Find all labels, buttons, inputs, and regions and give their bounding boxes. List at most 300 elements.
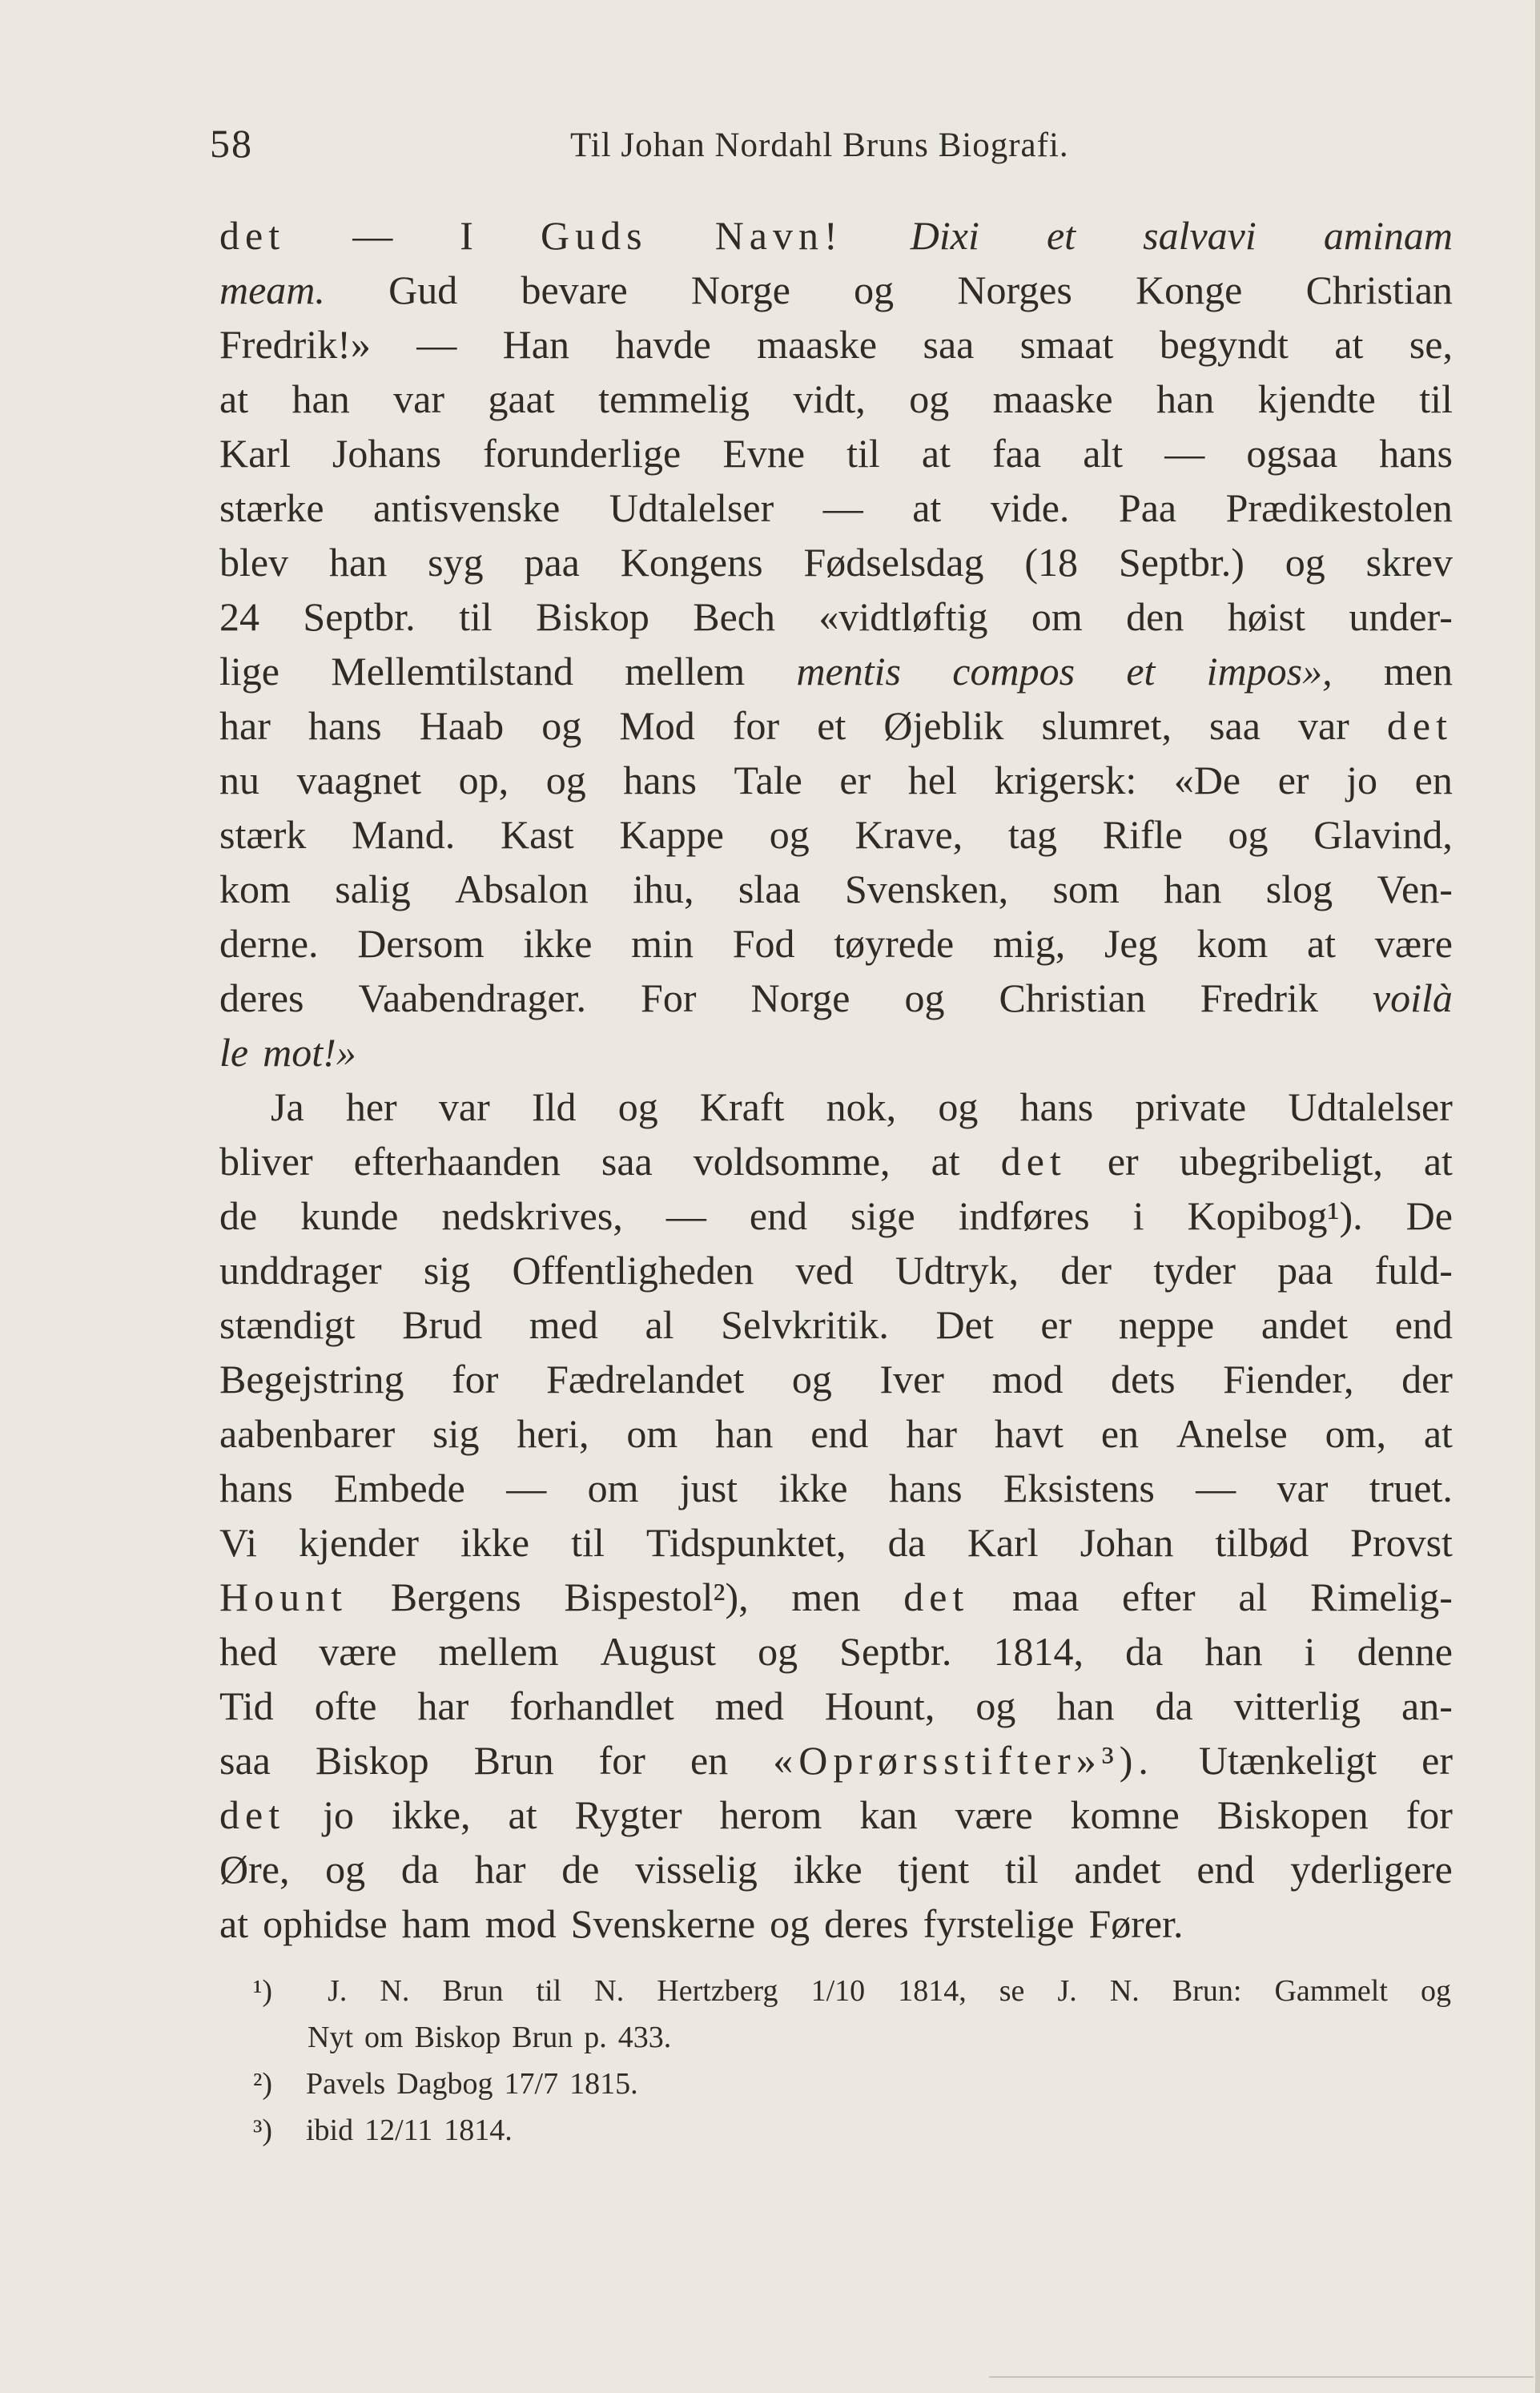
text-word: end: [749, 1193, 808, 1238]
text-word: Absalon: [455, 867, 589, 911]
text-word: med: [529, 1302, 598, 1347]
footnote-word: 433.: [617, 2021, 672, 2054]
text-word: se,: [1409, 322, 1453, 367]
text-word: Vaabendrager.: [358, 975, 587, 1020]
text-word: (18: [1024, 540, 1079, 585]
text-word: an-: [1401, 1683, 1453, 1728]
text-word: private: [1135, 1084, 1247, 1129]
text-word: var: [1277, 1466, 1329, 1510]
text-word: Biskop: [315, 1738, 429, 1783]
text-word: det: [903, 1575, 970, 1619]
text-word: han: [1156, 376, 1215, 421]
text-word: til: [571, 1520, 605, 1565]
text-word: sig: [432, 1411, 480, 1456]
text-word: og: [541, 703, 582, 748]
text-word: Navn!: [714, 213, 843, 258]
text-word: smaat: [1019, 322, 1114, 367]
text-word: Hount,: [824, 1683, 935, 1728]
text-word: sige: [850, 1193, 915, 1238]
text-line: [219, 263, 1453, 317]
text-word: vide.: [990, 485, 1070, 530]
text-word: til: [1004, 1847, 1039, 1892]
text-line: [219, 1515, 1453, 1570]
text-word: ofte: [314, 1683, 377, 1728]
text-word: og: [854, 267, 895, 312]
text-word: Rygter: [574, 1792, 682, 1837]
footnote-word: 1814,: [898, 1974, 967, 2008]
footnote-word: 1/10: [810, 1974, 866, 2008]
text-word: sig: [423, 1248, 471, 1293]
text-word: tøyrede: [834, 921, 955, 966]
text-word: Iver: [879, 1357, 944, 1402]
text-word: Svensken,: [844, 867, 1009, 911]
text-word: al: [1238, 1575, 1268, 1619]
text-word: vidt,: [793, 376, 866, 421]
text-line: [219, 644, 1453, 698]
text-word: er: [839, 758, 871, 802]
footnote-word: Dagbog: [396, 2067, 493, 2101]
text-word: Glavind,: [1313, 812, 1453, 857]
text-word: de: [219, 1193, 258, 1238]
text-word: fuld-: [1374, 1248, 1453, 1293]
text-word: Karl: [967, 1520, 1039, 1565]
text-word: var: [1297, 703, 1349, 748]
text-word: Biskopen: [1216, 1792, 1369, 1837]
text-word: visselig: [635, 1847, 758, 1892]
text-word: jo: [1346, 758, 1378, 802]
text-word: De: [1405, 1193, 1453, 1238]
text-word: Udtalelser: [1288, 1084, 1453, 1129]
text-word: op,: [458, 758, 509, 802]
footnote-word: Brun: [442, 1974, 504, 2008]
footnote-word: ibid: [306, 2113, 354, 2147]
text-word: og: [938, 1084, 979, 1129]
text-word: har: [219, 703, 271, 748]
text-word: mig,: [992, 921, 1066, 966]
footnote-marker: ³): [253, 2113, 273, 2147]
text-word: Brun: [473, 1738, 554, 1783]
text-word: han: [1204, 1629, 1263, 1674]
text-word: hans: [219, 1466, 293, 1510]
text-word: Offentligheden: [512, 1248, 754, 1293]
text-word: nok,: [826, 1084, 897, 1129]
text-word: temmelig: [598, 376, 750, 421]
text-word: en: [690, 1738, 729, 1783]
text-word: Selvkritik.: [721, 1302, 889, 1347]
text-word: være: [319, 1629, 397, 1674]
text-word: mellem: [438, 1629, 559, 1674]
text-word: vaagnet: [296, 758, 422, 802]
footnote-line: [253, 2014, 1451, 2061]
text-word: end: [1394, 1302, 1453, 1347]
text-word: heri,: [517, 1411, 589, 1456]
text-word: Jeg: [1104, 921, 1158, 966]
text-word: da: [400, 1847, 440, 1892]
text-word: al: [645, 1302, 674, 1347]
text-word: kan: [859, 1792, 918, 1837]
text-word: Septbr.: [303, 594, 416, 639]
text-word: Begejstring: [219, 1357, 404, 1402]
text-word: Karl: [219, 431, 291, 476]
text-word: Dersom: [357, 921, 485, 966]
text-word: stærk: [219, 812, 307, 857]
text-word: aabenbarer: [219, 1411, 396, 1456]
text-line: [219, 589, 1453, 644]
page-edge-shadow: [1535, 0, 1540, 2393]
text-word: kjendte: [1257, 376, 1376, 421]
text-word: Bergens: [390, 1575, 521, 1619]
text-line: [219, 1134, 1453, 1188]
text-word: fyrstelige: [923, 1901, 1075, 1946]
text-word: Fiender,: [1223, 1357, 1354, 1402]
text-word: under-: [1349, 594, 1453, 639]
footnote-line: [253, 2061, 1451, 2107]
text-word: har: [474, 1847, 526, 1892]
text-word: Embede: [334, 1466, 465, 1510]
text-word: har: [906, 1411, 958, 1456]
text-word: er: [1277, 758, 1309, 802]
text-word: Kopibog¹).: [1187, 1193, 1363, 1238]
footnote-word: Nyt: [308, 2021, 353, 2054]
text-word: om,: [1325, 1411, 1386, 1456]
footnote-word: N.: [594, 1974, 625, 2008]
text-word: Fod: [732, 921, 795, 966]
text-word: ikke: [793, 1847, 862, 1892]
text-word: meam.: [219, 267, 325, 312]
footnote-marker: ¹): [253, 1974, 273, 2008]
footnote-word: til: [536, 1974, 562, 2008]
text-line: [219, 753, 1453, 807]
text-word: Mellemtilstand: [331, 649, 573, 694]
text-line: [219, 1896, 1453, 1951]
footnote-word: Brun: [512, 2021, 573, 2054]
text-word: maa: [1012, 1575, 1080, 1619]
running-title: Til Johan Nordahl Bruns Biografi.: [570, 127, 1069, 164]
text-word: Hount: [219, 1575, 348, 1619]
text-word: Rifle: [1102, 812, 1183, 857]
text-line: [219, 1624, 1453, 1679]
text-word: forhandlet: [509, 1683, 674, 1728]
text-word: —: [1164, 431, 1205, 476]
page-bottom-rule: [989, 2376, 1534, 2378]
text-line: [219, 1461, 1453, 1515]
text-word: hans: [888, 1466, 963, 1510]
text-word: Anelse: [1176, 1411, 1288, 1456]
text-word: det: [219, 213, 286, 258]
text-word: ikke: [523, 921, 593, 966]
text-word: yderligere: [1290, 1847, 1453, 1892]
text-word: mot!»: [263, 1030, 356, 1075]
text-word: og: [1285, 540, 1325, 585]
text-word: andet: [1261, 1302, 1349, 1347]
text-word: forunderlige: [483, 431, 682, 476]
text-word: Utænkeligt: [1198, 1738, 1377, 1783]
text-word: en: [1100, 1411, 1140, 1456]
text-word: til: [846, 431, 880, 476]
text-word: er: [1107, 1139, 1139, 1184]
text-line: [219, 481, 1453, 535]
text-word: ikke: [778, 1466, 848, 1510]
text-word: Brud: [402, 1302, 483, 1347]
text-word: —: [1196, 1466, 1236, 1510]
text-word: slumret,: [1041, 703, 1172, 748]
text-word: just: [679, 1466, 738, 1510]
text-word: til: [1419, 376, 1453, 421]
text-line: [219, 1080, 1453, 1134]
text-word: være: [1374, 921, 1453, 966]
text-word: saa: [923, 322, 975, 367]
text-word: 1814,: [993, 1629, 1084, 1674]
text-word: Øjeblik: [883, 703, 1004, 748]
text-word: Mod: [619, 703, 695, 748]
footnote-word: J.: [1057, 1974, 1077, 2008]
text-word: aminam: [1323, 213, 1453, 258]
text-word: at: [921, 431, 951, 476]
text-word: ikke: [460, 1520, 530, 1565]
footnote-word: 12/11: [364, 2113, 433, 2147]
text-word: og: [758, 1629, 798, 1674]
text-word: —: [665, 1193, 706, 1238]
text-word: Biskop: [536, 594, 649, 639]
text-word: at: [1334, 322, 1364, 367]
text-word: slaa: [738, 867, 801, 911]
text-word: det: [1000, 1139, 1067, 1184]
text-word: at: [508, 1792, 537, 1837]
text-word: at: [1423, 1411, 1453, 1456]
text-word: Fødselsdag: [803, 540, 984, 585]
footnote-line: [253, 2107, 1451, 2154]
text-word: ubegribeligt,: [1179, 1139, 1383, 1184]
text-line: [219, 862, 1453, 916]
footnote-word: Hertzberg: [657, 1974, 778, 2008]
text-word: syg: [428, 540, 484, 585]
text-word: i: [1304, 1629, 1316, 1674]
text-word: at: [1306, 921, 1337, 966]
text-word: tjent: [898, 1847, 970, 1892]
text-word: da: [1125, 1629, 1164, 1674]
text-line: [219, 372, 1453, 426]
text-word: de: [561, 1847, 600, 1892]
text-word: efter: [1122, 1575, 1196, 1619]
text-word: da: [887, 1520, 926, 1565]
text-word: paa: [524, 540, 580, 585]
text-word: til: [459, 594, 493, 639]
text-word: Guds: [541, 213, 648, 258]
text-word: for: [452, 1357, 499, 1402]
text-word: Øre,: [219, 1847, 290, 1892]
text-line: [219, 971, 1453, 1025]
text-word: kom: [1196, 921, 1269, 966]
text-word: slog: [1265, 867, 1333, 911]
text-word: men: [791, 1575, 861, 1619]
page-number: 58: [210, 121, 253, 166]
text-word: Svenskerne: [570, 1901, 756, 1946]
text-word: maaske: [757, 322, 878, 367]
text-word: for: [1405, 1792, 1453, 1837]
text-line: [219, 535, 1453, 589]
text-word: voldsomme,: [693, 1139, 891, 1184]
text-word: For: [641, 975, 697, 1020]
text-line: [219, 426, 1453, 481]
text-word: og: [791, 1357, 832, 1402]
text-line: [219, 1679, 1453, 1733]
text-word: han: [715, 1411, 774, 1456]
text-word: Gud: [388, 267, 458, 312]
text-word: efterhaanden: [353, 1139, 561, 1184]
text-word: Det: [935, 1302, 994, 1347]
text-word: Dixi: [910, 213, 979, 258]
text-word: at: [219, 1901, 249, 1946]
text-word: andet: [1074, 1847, 1161, 1892]
text-word: unddrager: [219, 1248, 382, 1293]
text-word: Eksistens: [1003, 1466, 1155, 1510]
text-word: —: [416, 322, 457, 367]
text-word: Kast: [501, 812, 574, 857]
text-word: Septbr.): [1118, 540, 1244, 585]
text-word: havt: [994, 1411, 1064, 1456]
text-word: om: [587, 1466, 639, 1510]
text-word: paa: [1277, 1248, 1333, 1293]
text-word: ham: [401, 1901, 471, 1946]
text-word: Udtryk,: [895, 1248, 1019, 1293]
text-line: [219, 1352, 1453, 1406]
footnote-line: [253, 1968, 1451, 2014]
text-word: komne: [1070, 1792, 1180, 1837]
text-word: havde: [615, 322, 711, 367]
text-word: og: [909, 376, 950, 421]
text-word: et: [1046, 213, 1076, 258]
text-word: at: [931, 1139, 960, 1184]
text-word: var: [393, 376, 445, 421]
text-word: blev: [219, 540, 289, 585]
text-word: Fredrik!»: [219, 322, 371, 367]
footnote-word: 17/7: [504, 2067, 559, 2101]
text-line: [219, 698, 1453, 753]
text-word: «Oprørsstifter»³).: [773, 1738, 1154, 1783]
text-word: han: [1056, 1683, 1115, 1728]
text-word: og: [770, 1901, 810, 1946]
text-word: krigersk:: [994, 758, 1137, 802]
text-word: denne: [1357, 1629, 1453, 1674]
text-word: har: [417, 1683, 469, 1728]
text-word: mellem: [625, 649, 746, 694]
footnote-word: se: [999, 1974, 1025, 2008]
text-word: bliver: [219, 1139, 313, 1184]
text-word: kom: [219, 867, 291, 911]
text-word: og: [769, 812, 810, 857]
text-word: at: [1423, 1139, 1453, 1184]
text-word: Tid: [219, 1683, 274, 1728]
text-word: Septbr.: [839, 1629, 952, 1674]
text-word: med: [714, 1683, 784, 1728]
text-word: nu: [219, 758, 259, 802]
text-word: hel: [907, 758, 957, 802]
text-line: [219, 807, 1453, 862]
text-word: hans: [1019, 1084, 1094, 1129]
text-word: det: [219, 1792, 286, 1837]
text-word: tilbød: [1215, 1520, 1309, 1565]
main-text: [219, 208, 1453, 1951]
text-word: —: [822, 485, 863, 530]
text-word: Mand.: [352, 812, 456, 857]
text-word: Krave,: [854, 812, 963, 857]
text-word: i: [1132, 1193, 1144, 1238]
text-word: alt: [1083, 431, 1124, 476]
text-word: for: [598, 1738, 645, 1783]
text-word: Konge: [1136, 267, 1243, 312]
text-line: [219, 1297, 1453, 1352]
text-word: bevare: [521, 267, 628, 312]
text-word: neppe: [1118, 1302, 1215, 1347]
text-word: dets: [1111, 1357, 1176, 1402]
text-word: Vi: [219, 1520, 257, 1565]
text-word: Norge: [690, 267, 790, 312]
text-line: [219, 1243, 1453, 1297]
text-word: og: [904, 975, 945, 1020]
text-word: kjender: [299, 1520, 419, 1565]
text-word: men: [1383, 649, 1453, 694]
text-word: voilà: [1372, 975, 1453, 1020]
text-word: Tidspunktet,: [645, 1520, 846, 1565]
text-word: han: [329, 540, 388, 585]
text-word: Norges: [957, 267, 1072, 312]
text-word: end: [810, 1411, 869, 1456]
text-word: mod: [991, 1357, 1064, 1402]
text-word: og: [617, 1084, 658, 1129]
text-line: [219, 1025, 1453, 1080]
text-word: et: [817, 703, 846, 748]
text-word: «vidtløftig: [818, 594, 988, 639]
text-word: ogsaa: [1246, 431, 1338, 476]
text-word: herom: [719, 1792, 822, 1837]
text-word: —: [506, 1466, 547, 1510]
text-word: er: [1040, 1302, 1072, 1347]
footnote-word: N.: [380, 1974, 410, 2008]
text-word: ophidse: [263, 1901, 388, 1946]
text-word: der: [1401, 1357, 1453, 1402]
text-word: Kraft: [699, 1084, 785, 1129]
footnote-word: Biskop: [414, 2021, 501, 2054]
text-word: hed: [219, 1629, 278, 1674]
text-word: lige: [219, 649, 279, 694]
text-line: [219, 1733, 1453, 1788]
text-word: Bispestol²),: [564, 1575, 749, 1619]
text-line: [219, 1406, 1453, 1461]
text-word: er: [1421, 1738, 1453, 1783]
text-word: derne.: [219, 921, 319, 966]
text-word: han: [292, 376, 350, 421]
footnote-word: om: [364, 2021, 404, 2054]
text-word: jo: [323, 1792, 354, 1837]
text-word: som: [1052, 867, 1120, 911]
text-word: impos»,: [1206, 649, 1333, 694]
text-word: Norge: [750, 975, 850, 1020]
text-word: begyndt: [1159, 322, 1289, 367]
text-word: Kappe: [619, 812, 724, 857]
text-word: tyder: [1153, 1248, 1236, 1293]
text-line: [219, 916, 1453, 971]
text-word: om: [626, 1411, 678, 1456]
footnote-word: Pavels: [306, 2067, 386, 2101]
text-word: her: [345, 1084, 397, 1129]
text-word: deres: [824, 1901, 909, 1946]
footnote-marker: ²): [253, 2067, 273, 2101]
text-word: om: [1031, 594, 1083, 639]
text-word: og: [975, 1683, 1016, 1728]
text-word: salvavi: [1143, 213, 1257, 258]
text-word: «De: [1173, 758, 1241, 802]
text-line: [219, 208, 1453, 263]
